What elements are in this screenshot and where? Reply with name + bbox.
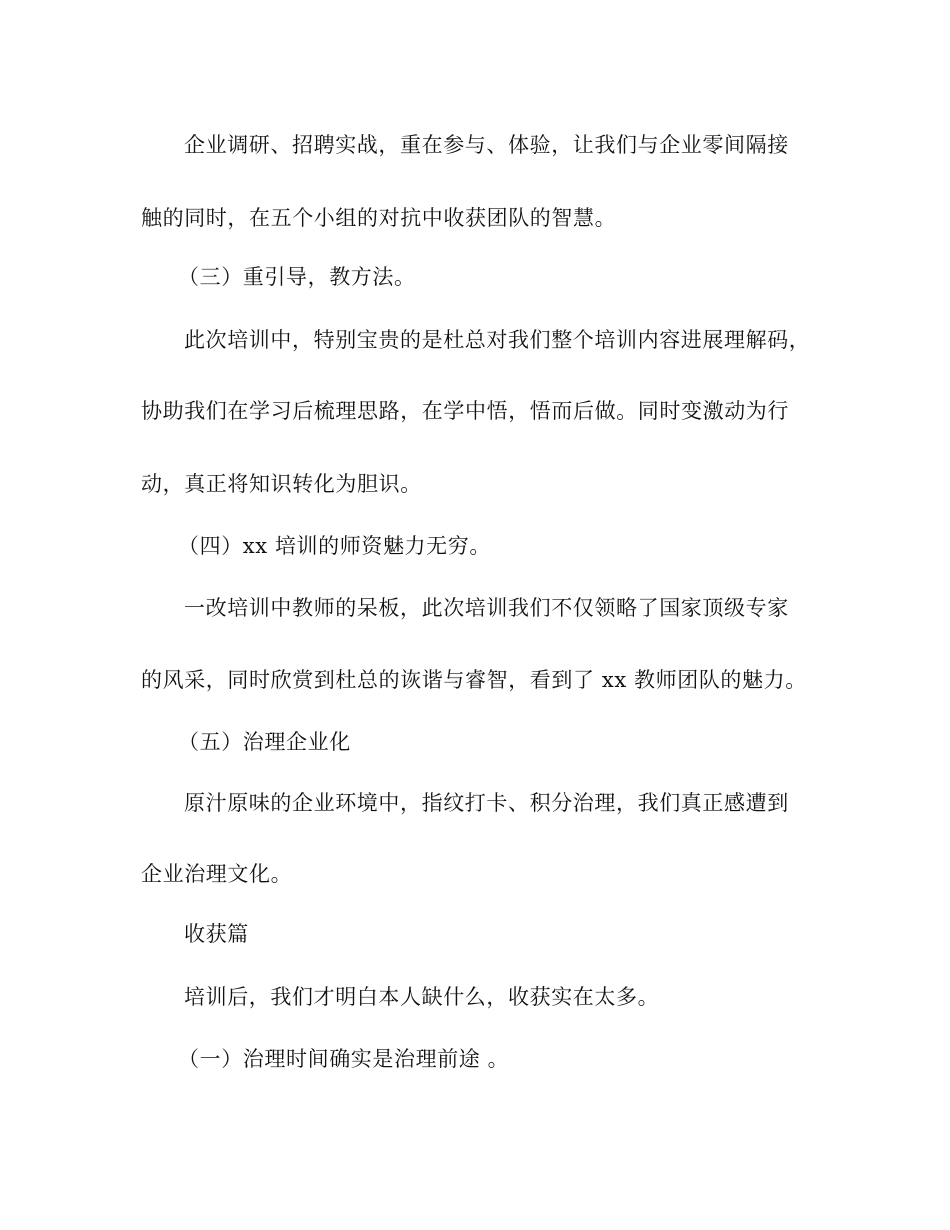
paragraph-line-14: 培训后，我们才明白本人缺什么，收获实在太多。 [184,985,660,1009]
paragraph-line-6: 动，真正将知识转化为胆识。 [141,472,422,496]
paragraph-line-1: 企业调研、招聘实战，重在参与、体验，让我们与企业零间隔接 [184,133,789,157]
section-heading-1: （一）治理时间确实是治理前途 。 [178,1047,510,1071]
section-heading-5: （五）治理企业化 [178,730,351,754]
paragraph-line-11: 原汁原味的企业环境中，指纹打卡、积分治理，我们真正感遭到 [184,791,789,815]
paragraph-line-9: 的风采，同时欣赏到杜总的诙谐与睿智，看到了 xx 教师团队的魅力。 [141,668,807,692]
paragraph-line-5: 协助我们在学习后梳理思路，在学中悟，悟而后做。同时变激动为行 [141,399,789,423]
paragraph-line-8: 一改培训中教师的呆板，此次培训我们不仅领略了国家顶级专家 [184,596,789,620]
paragraph-line-4: 此次培训中，特别宝贵的是杜总对我们整个培训内容进展理解码， [184,328,811,352]
section-heading-4: （四）xx 培训的师资魅力无穷。 [178,534,491,558]
section-heading-harvest: 收获篇 [184,922,249,946]
section-heading-3: （三）重引导，教方法。 [178,265,416,289]
paragraph-line-12: 企业治理文化。 [141,862,293,886]
paragraph-line-2: 触的同时，在五个小组的对抗中收获团队的智慧。 [141,206,617,230]
